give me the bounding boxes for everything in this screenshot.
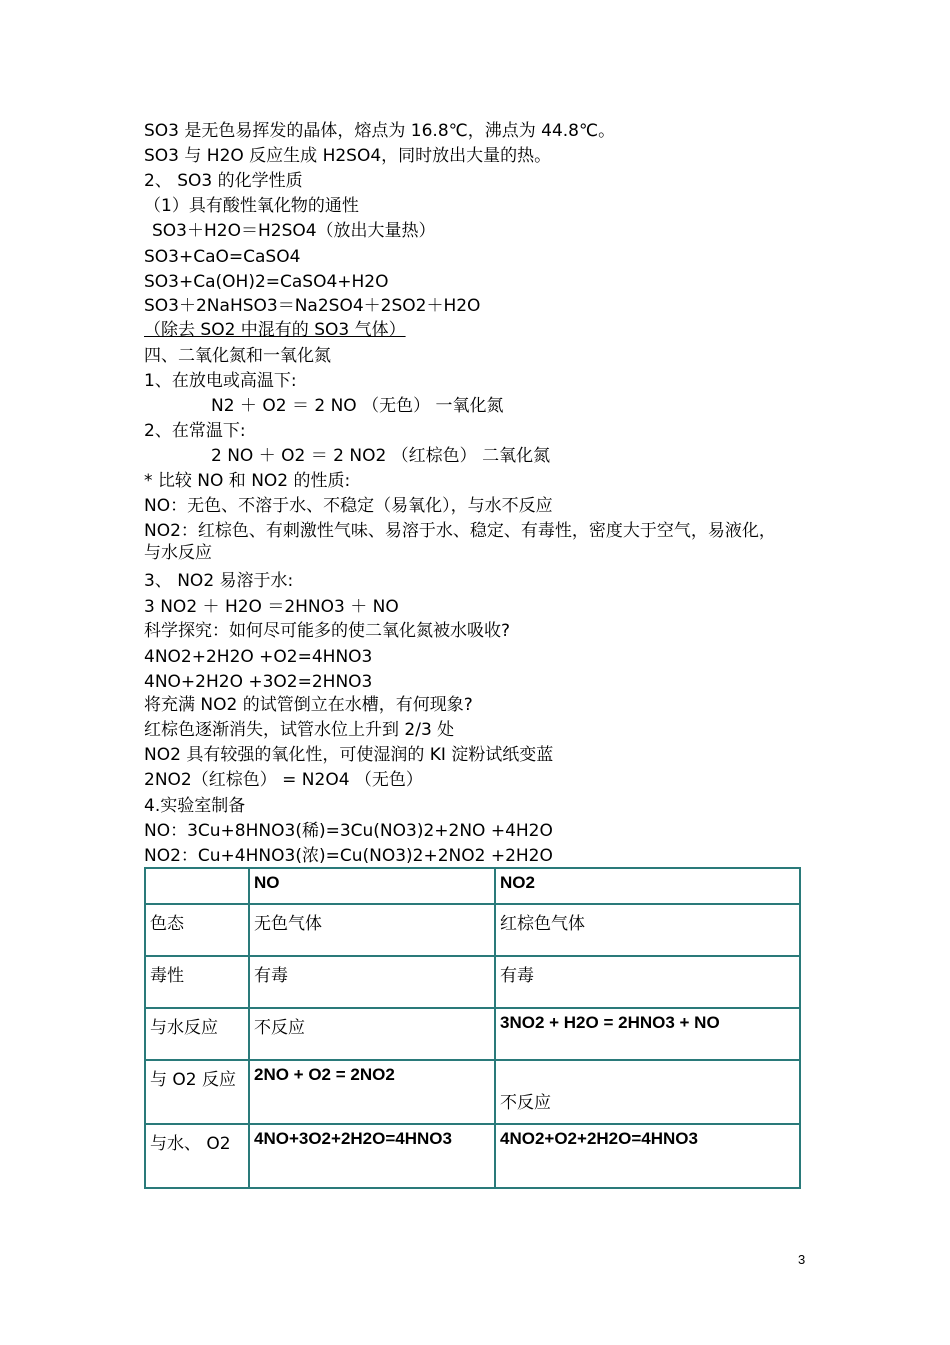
- line-5: SO3＋H2O＝H2SO4（放出大量热）: [152, 221, 436, 241]
- page-number: 3: [798, 1252, 806, 1267]
- line-8: SO3＋2NaHSO3＝Na2SO4＋2SO2＋H2O: [144, 296, 481, 316]
- line-27: 4.实验室制备: [144, 796, 246, 816]
- line-1: SO3 是无色易挥发的晶体，熔点为 16.8℃，沸点为 44.8℃。: [144, 121, 616, 141]
- table-row: [145, 904, 800, 956]
- table-cell: 有毒: [249, 956, 495, 1008]
- line-22: 4NO+2H2O +3O2=2HNO3: [144, 672, 373, 692]
- table-cell: 毒性: [145, 956, 249, 1008]
- table-header-cell: [145, 868, 249, 904]
- line-28: NO：3Cu+8HNO3(稀)=3Cu(NO3)2+2NO +4H2O: [144, 821, 553, 841]
- line-4: （1）具有酸性氧化物的通性: [144, 196, 359, 216]
- line-29: NO2：Cu+4HNO3(浓)=Cu(NO3)2+2NO2 +2H2O: [144, 846, 553, 866]
- table-cell: 无色气体: [249, 904, 495, 956]
- table-cell: 3NO2 + H2O = 2HNO3 + NO: [495, 1008, 800, 1060]
- table-cell: 4NO+3O2+2H2O=4HNO3: [249, 1124, 495, 1188]
- table-row: [145, 956, 800, 1008]
- line-3: 2、 SO3 的化学性质: [144, 171, 303, 191]
- line-6: SO3+CaO=CaSO4: [144, 247, 301, 267]
- line-11: 1、在放电或高温下:: [144, 371, 297, 391]
- table-cell: 色态: [145, 904, 249, 956]
- line-13: 2、在常温下:: [144, 421, 246, 441]
- table-header-cell: NO2: [495, 868, 800, 904]
- line-17: NO2：红棕色、有刺激性气味、易溶于水、稳定、有毒性，密度大于空气，易液化，与水反应: [144, 521, 776, 563]
- section-heading: 四、二氧化氮和一氧化氮: [144, 346, 331, 366]
- line-14: 2 NO ＋ O2 ＝ 2 NO2 （红棕色） 二氧化氮: [211, 446, 551, 466]
- line-23: 将充满 NO2 的试管倒立在水槽，有何现象?: [144, 695, 473, 715]
- table-cell: 不反应: [249, 1008, 495, 1060]
- line-26: 2NO2（红棕色） = N2O4 （无色）: [144, 770, 423, 790]
- table-cell: 与水反应: [145, 1008, 249, 1060]
- table-cell: 与水、 O2: [145, 1124, 249, 1188]
- line-21: 4NO2+2H2O +O2=4HNO3: [144, 647, 373, 667]
- line-24: 红棕色逐渐消失，试管水位上升到 2/3 处: [144, 720, 455, 740]
- table-cell: 不反应: [495, 1060, 800, 1124]
- line-9: （除去 SO2 中混有的 SO3 气体）: [144, 320, 406, 340]
- line-20: 科学探究：如何尽可能多的使二氧化氮被水吸收?: [144, 621, 511, 641]
- table-cell: 2NO + O2 = 2NO2: [249, 1060, 495, 1124]
- line-18: 3、 NO2 易溶于水:: [144, 571, 294, 591]
- table-cell: 4NO2+O2+2H2O=4HNO3: [495, 1124, 800, 1188]
- line-12: N2 ＋ O2 ＝ 2 NO （无色） 一氧化氮: [211, 396, 504, 416]
- line-19: 3 NO2 ＋ H2O ＝2HNO3 ＋ NO: [144, 597, 399, 617]
- table-cell: 与 O2 反应: [145, 1060, 249, 1124]
- table-row: [145, 1060, 800, 1124]
- line-15: * 比较 NO 和 NO2 的性质:: [144, 471, 351, 491]
- line-16: NO：无色、不溶于水、不稳定（易氧化），与水不反应: [144, 496, 553, 516]
- line-2: SO3 与 H2O 反应生成 H2SO4，同时放出大量的热。: [144, 146, 552, 166]
- table-row: [145, 1124, 800, 1188]
- line-25: NO2 具有较强的氧化性，可使湿润的 KI 淀粉试纸变蓝: [144, 745, 554, 765]
- line-7: SO3+Ca(OH)2=CaSO4+H2O: [144, 272, 389, 292]
- comparison-table: [144, 867, 801, 1189]
- table-cell: 有毒: [495, 956, 800, 1008]
- table-header-cell: NO: [249, 868, 495, 904]
- table-cell: 红棕色气体: [495, 904, 800, 956]
- table-row: [145, 1008, 800, 1060]
- table-header-row: [145, 868, 800, 904]
